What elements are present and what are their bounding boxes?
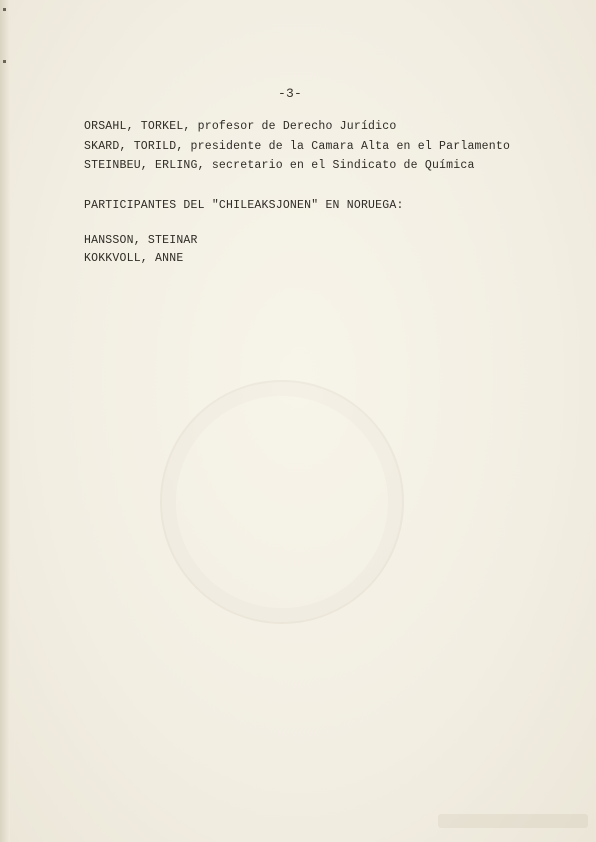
person-entry: ORSAHL, TORKEL, profesor de Derecho Jurídico	[84, 120, 397, 133]
faint-stamp-mark	[438, 814, 588, 828]
participant-entry: HANSSON, STEINAR	[84, 234, 198, 247]
scan-mark	[3, 8, 6, 11]
participant-entry: KOKKVOLL, ANNE	[84, 252, 184, 265]
page-edge-shadow	[0, 0, 10, 842]
person-entry: STEINBEU, ERLING, secretario en el Sindicato de Química	[84, 159, 475, 172]
faint-watermark-seal	[160, 380, 404, 624]
scan-mark	[3, 60, 6, 63]
person-entry: SKARD, TORILD, presidente de la Camara Alta en el Parlamento	[84, 140, 511, 153]
participants-heading: PARTICIPANTES DEL "CHILEAKSJONEN" EN NORUEGA:	[84, 199, 404, 212]
page-number: -3-	[278, 86, 303, 101]
